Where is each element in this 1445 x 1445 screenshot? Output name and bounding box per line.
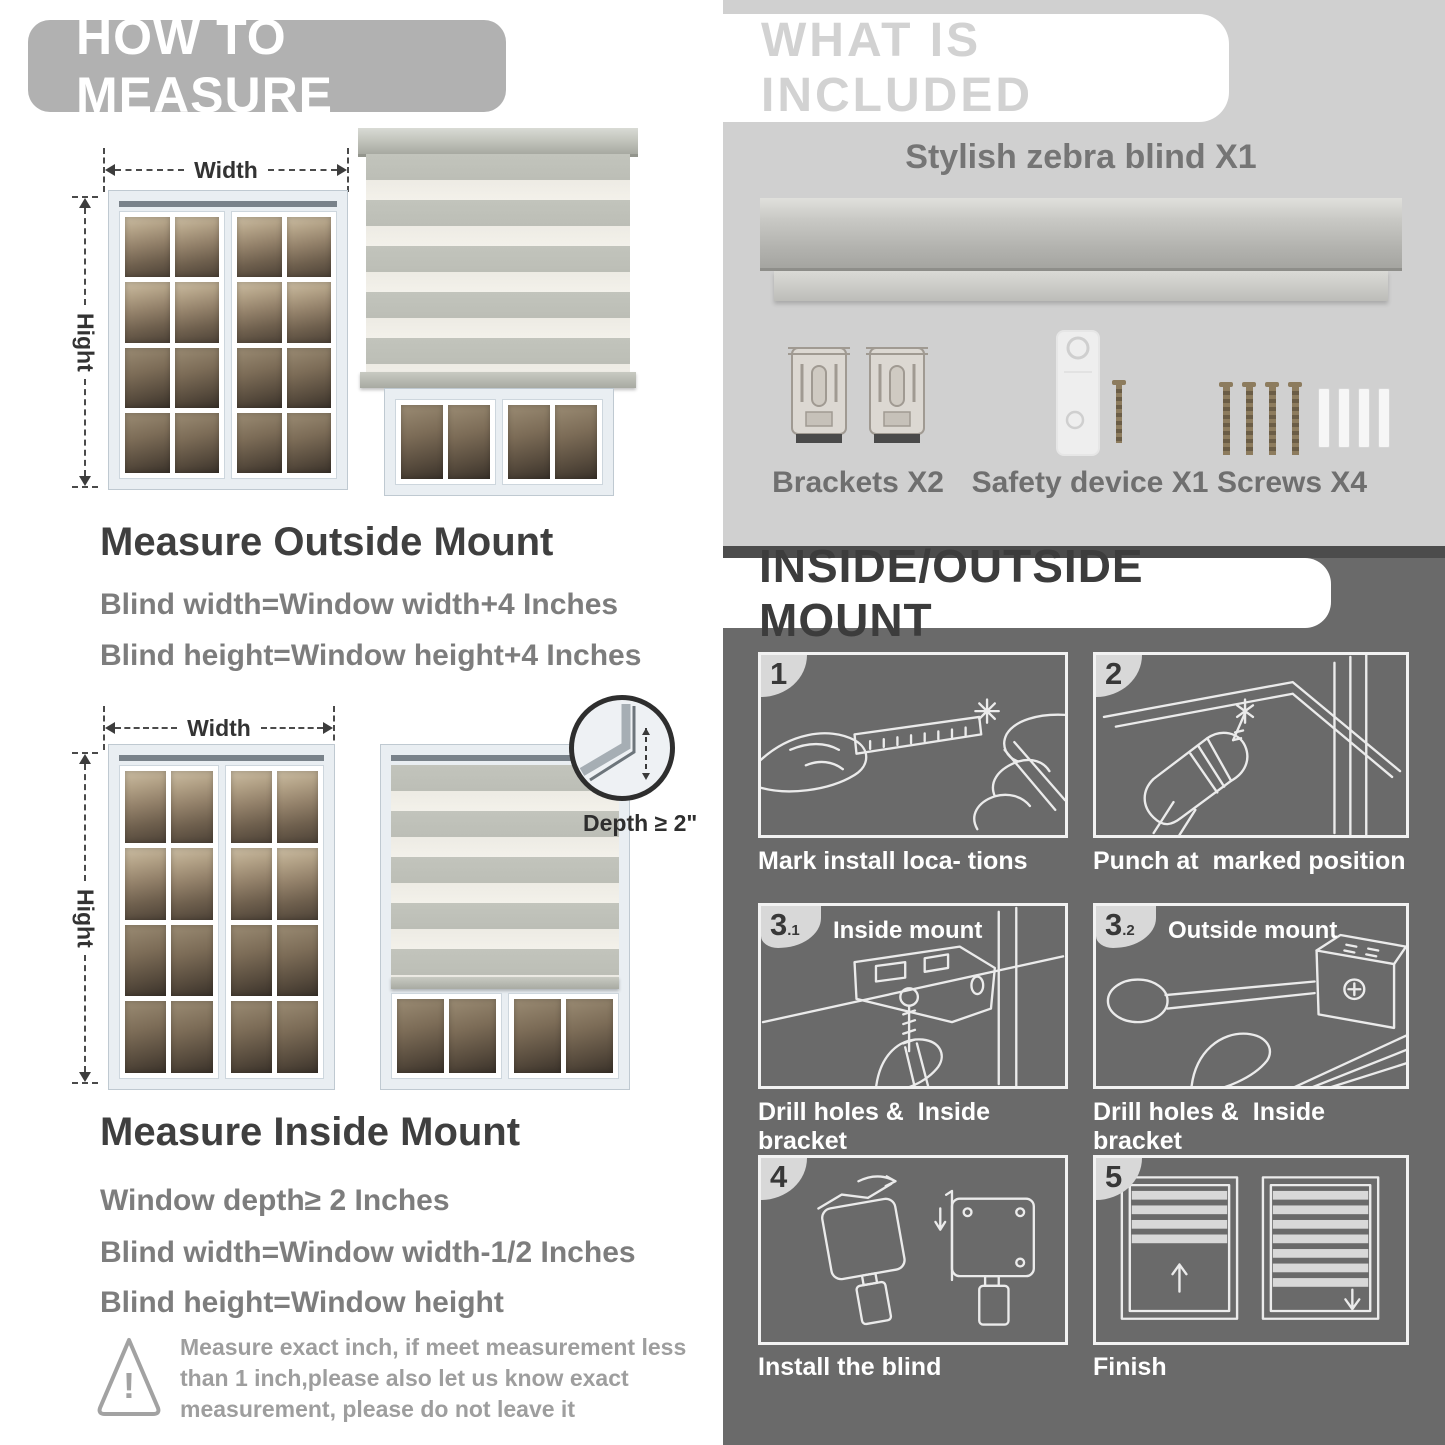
how-to-measure-header [28, 9, 506, 123]
wall-anchor-icon [1318, 388, 1330, 448]
screw-icon [1116, 385, 1122, 443]
inside-formula-depth: Window depth≥ 2 Inches [100, 1184, 450, 1217]
height-arrow-inside [70, 752, 100, 1084]
product-title: Stylish zebra blind X1 [905, 138, 1257, 176]
height-label: Hight [72, 888, 99, 948]
window-casement [225, 765, 325, 1079]
step-3-1-panel [758, 903, 1068, 1089]
step-3-2-caption: Drill holes & Inside bracket [1093, 1098, 1332, 1155]
step-number-badge: 5 [1096, 1158, 1142, 1200]
arrow-up-icon [79, 754, 91, 764]
step-2-panel [1093, 652, 1409, 838]
inside-outside-mount-header: INSIDE/OUTSIDE MOUNT [699, 558, 1331, 628]
step-number-badge: 3.1 [761, 906, 821, 948]
blind-fabric-outside [366, 154, 630, 372]
warning-triangle-icon [96, 1334, 162, 1418]
mark-locations-illustration [761, 655, 1065, 835]
outside-formula-height: Blind height=Window height+4 Inches [100, 639, 642, 672]
window-with-inside-blind [380, 744, 630, 1090]
wall-anchor-icon [1358, 388, 1370, 448]
window-illustration-inside [108, 744, 335, 1090]
arrow-up-icon [79, 198, 91, 208]
depth-label: Depth ≥ 2" [583, 810, 698, 836]
screws-label: Screws X4 [1216, 466, 1368, 499]
drill-illustration [1096, 655, 1406, 835]
step-4-caption: Install the blind [758, 1353, 942, 1381]
install-blind-illustration [761, 1158, 1065, 1342]
step-2 [1093, 652, 1409, 875]
finish-illustration [1096, 1158, 1406, 1342]
inside-mount-title: Measure Inside Mount [100, 1110, 521, 1154]
inside-formula-height: Blind height=Window height [100, 1286, 504, 1319]
safety-device-icon [1056, 330, 1100, 456]
measure-end-tick [347, 148, 349, 192]
arrow-down-icon [79, 476, 91, 486]
inside-formula-width: Blind width=Window width-1/2 Inches [100, 1236, 636, 1269]
blind-fabric-inside [391, 765, 619, 977]
window-under-blind-outside [384, 388, 614, 496]
blind-headrail-image [760, 198, 1402, 271]
blind-bottom-rail-outside [360, 372, 636, 388]
what-is-included-header: WHAT IS INCLUDED [699, 14, 1229, 122]
step-1-panel [758, 652, 1068, 838]
step-3-2-title: Outside mount [1168, 917, 1338, 944]
step-3-2 [1093, 903, 1409, 1155]
step-number-badge: 4 [761, 1158, 807, 1200]
safety-device-label: Safety device X1 [971, 466, 1209, 499]
outside-formula-width: Blind width=Window width+4 Inches [100, 588, 619, 621]
brackets-label: Brackets X2 [772, 466, 944, 499]
blind-cassette-outside [358, 128, 638, 157]
step-3-1-caption: Drill holes & Inside bracket [758, 1098, 997, 1155]
step-5-caption: Finish [1093, 1353, 1167, 1381]
arrow-right-icon [337, 164, 347, 176]
blind-headrail-lip [774, 271, 1388, 301]
step-2-caption: Punch at marked position [1093, 847, 1406, 875]
how-to-measure-title: HOW TO MEASURE [76, 9, 334, 123]
magnifier-icon [569, 695, 675, 801]
width-label: Width [187, 714, 251, 741]
arrow-left-icon [105, 722, 115, 734]
window-casement [119, 765, 219, 1079]
bracket-icon [786, 338, 852, 450]
step-number-badge: 1 [761, 655, 807, 697]
outside-mount-title: Measure Outside Mount [100, 520, 554, 564]
step-3-1-title: Inside mount [833, 917, 983, 944]
step-1-caption: Mark install loca- tions [758, 847, 1028, 875]
svg-text:!: ! [123, 1365, 135, 1406]
window-illustration-outside [108, 190, 348, 490]
arrow-left-icon [105, 164, 115, 176]
bracket-icon [864, 338, 930, 450]
blind-bottom-rail-inside [391, 977, 619, 989]
step-3-2-panel [1093, 903, 1409, 1089]
warning-text: Measure exact inch, if meet measurement less than 1 inch,please also let us know exact measurement, please do not leave it [180, 1334, 687, 1422]
step-4 [758, 1155, 1068, 1381]
window-casement [231, 211, 337, 479]
step-4-panel [758, 1155, 1068, 1345]
wall-anchor-icon [1338, 388, 1350, 448]
window-track [119, 201, 337, 207]
width-label: Width [194, 156, 258, 183]
height-label: Hight [72, 312, 99, 372]
step-1 [758, 652, 1068, 875]
step-5-panel [1093, 1155, 1409, 1345]
window-casement [119, 211, 225, 479]
step-number-badge: 2 [1096, 655, 1142, 697]
step-number-badge: 3.2 [1096, 906, 1156, 948]
step-3-1 [758, 903, 1068, 1155]
wall-anchor-icon [1378, 388, 1390, 448]
step-5 [1093, 1155, 1409, 1381]
arrow-down-icon [79, 1072, 91, 1082]
height-arrow-outside [70, 196, 100, 488]
width-arrow-outside [103, 148, 349, 192]
arrow-right-icon [323, 722, 333, 734]
